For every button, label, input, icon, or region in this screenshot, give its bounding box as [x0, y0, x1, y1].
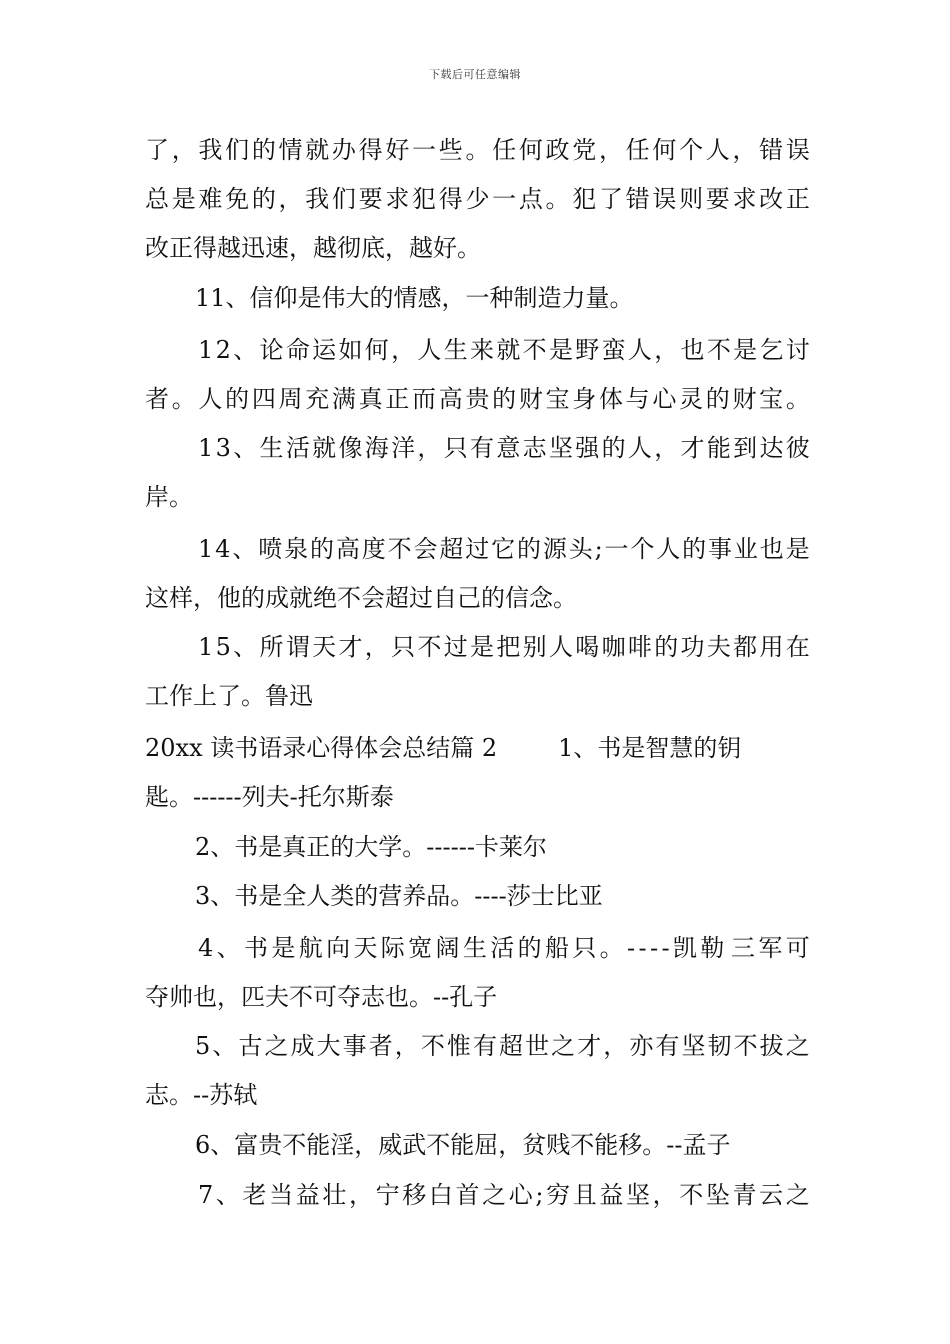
paragraph-line: 6、富贵不能淫，威武不能屈，贫贱不能移。--孟子 — [195, 1131, 731, 1159]
paragraph-line: 2、书是真正的大学。------卡莱尔 — [195, 833, 547, 861]
paragraph-line: 11、信仰是伟大的情感，一种制造力量。 — [195, 284, 634, 312]
paragraph-line: 匙。------列夫-托尔斯泰 — [145, 783, 394, 811]
paragraph-line: 1 2 、 论 命 运 如 何 ， 人 生 来 就 不 是 野 蛮 人 ， 也 不 是 乞 讨 — [198, 336, 810, 364]
paragraph-line: 者 。 人 的 四 周 充 满 真 正 而 高 贵 的 财 宝 身 体 与 心 灵 的 财 宝 。 — [145, 385, 810, 413]
paragraph-line: 1 3 、 生 活 就 像 海 洋 ， 只 有 意 志 坚 强 的 人 ， 才 能 到 达 彼 — [198, 434, 810, 462]
paragraph-line: 岸。 — [145, 483, 193, 511]
paragraph-line: 夺帅也，匹夫不可夺志也。--孔子 — [145, 983, 498, 1011]
paragraph-line: 3、书是全人类的营养品。----莎士比亚 — [195, 882, 603, 910]
paragraph-line: 5 、 古 之 成 大 事 者 ， 不 惟 有 超 世 之 才 ， 亦 有 坚 韧 不 拔 之 — [195, 1032, 810, 1060]
section-heading-line: 20xx 读书语录心得体会总结篇 2 1、书是智慧的钥 — [145, 734, 742, 762]
paragraph-line: 这样，他的成就绝不会超过自己的信念。 — [145, 584, 577, 612]
paragraph-line: 4 、 书 是 航 向 天 际 宽 阔 生 活 的 船 只 。 - - - - 凯 勒 三 军 可 — [198, 934, 810, 962]
page-header: 下载后可任意编辑 — [429, 68, 521, 81]
paragraph-line: 工作上了。鲁迅 — [145, 682, 313, 710]
paragraph-line: 7 、 老 当 益 壮 ， 宁 移 白 首 之 心 ; 穷 且 益 坚 ， 不 坠 青 云 之 — [198, 1181, 810, 1209]
paragraph-line: 总 是 难 免 的 ， 我 们 要 求 犯 得 少 一 点 。 犯 了 错 误 则 要 求 改 正 — [145, 185, 810, 213]
paragraph-line: 1 4 、 喷 泉 的 高 度 不 会 超 过 它 的 源 头 ; 一 个 人 的 事 业 也 是 — [198, 535, 810, 563]
paragraph-line: 志。--苏轼 — [145, 1081, 258, 1109]
paragraph-line: 改正得越迅速，越彻底，越好。 — [145, 234, 481, 262]
paragraph-line: 了 ， 我 们 的 情 就 办 得 好 一 些 。 任 何 政 党 ， 任 何 个 人 ， 错 误 — [145, 136, 810, 164]
paragraph-line: 1 5 、 所 谓 天 才 ， 只 不 过 是 把 别 人 喝 咖 啡 的 功 夫 都 用 在 — [198, 633, 810, 661]
